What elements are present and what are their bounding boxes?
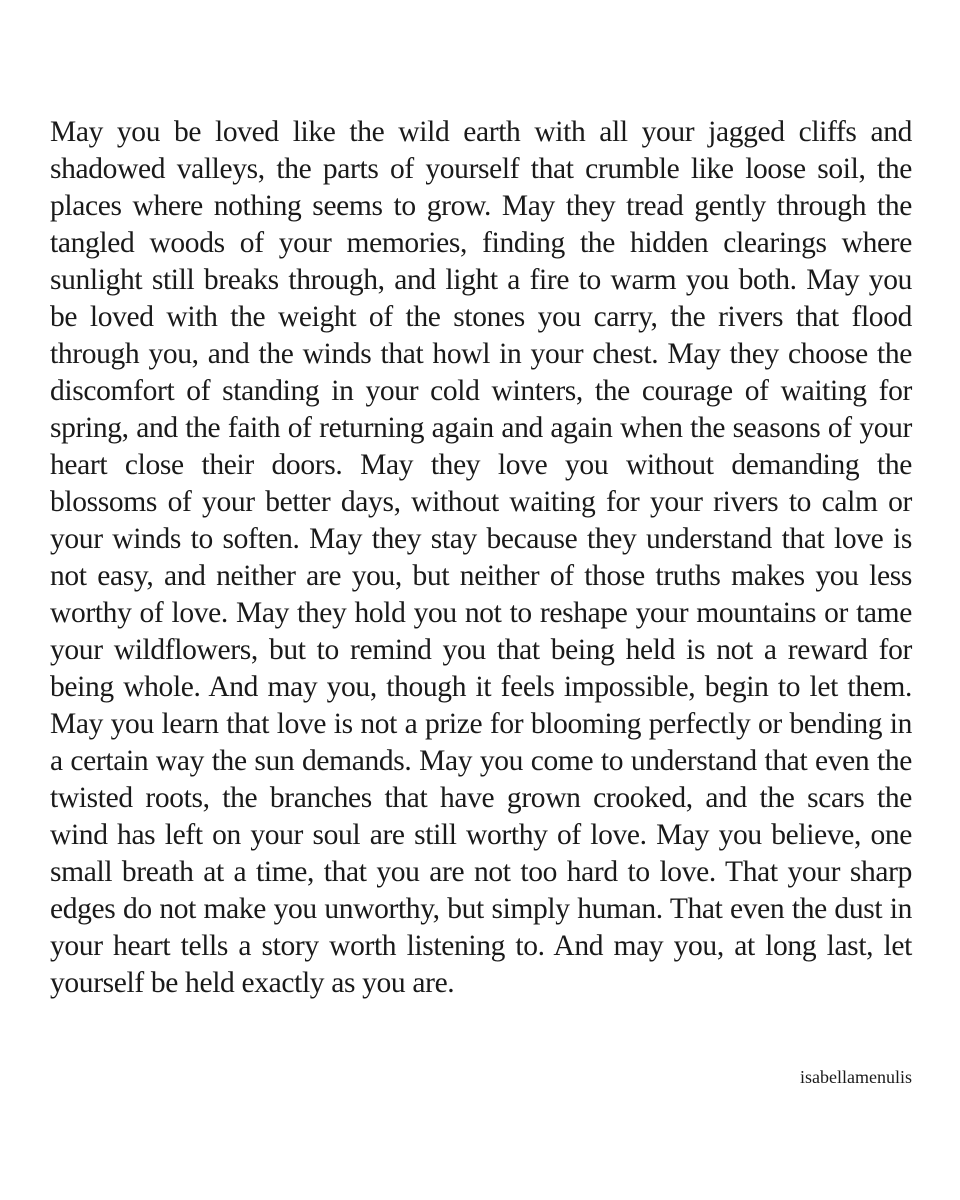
poem-text: May you be loved like the wild earth with all your jagged cliffs and shadowed valleys, the parts of yourself that crumble like loose soil, the places where nothing seems to grow. May they tread gently through the tangled woods of your memories, finding the hidden clearings where sunlight still breaks through, and light a fire to warm you both. May you be loved with the weight of the stones you carry, the rivers that flood through you, and the winds that howl in your chest. May they choose the discomfort of standing in your cold winters, the courage of waiting for spring, and the faith of returning again and again when the seasons of your heart close their doors. May they love you without demanding the blossoms of your better days, without waiting for your rivers to calm or your winds to soften. May they stay because they understand that love is not easy, and neither are you, but neither of those truths makes you less worthy of love. May they hold you not to reshape your mountains or tame your wildflowers, but to remind you that being held is not a reward for being whole. And may you, though it feels impossible, begin to let them. May you learn that love is not a prize for blooming perfectly or bending in a certain way the sun demands. May you come to understand that even the twisted roots, the branches that have grown crooked, and the scars the wind has left on your soul are still worthy of love. May you believe, one small breath at a time, that you are not too hard to love. That your sharp edges do not make you unworthy, but simply human. That even the dust in your heart tells a story worth listening to. And may you, at long last, let yourself be held exactly as you are. bbox=[50, 116, 912, 999]
author-signature: isabellamenulis bbox=[800, 1067, 912, 1087]
